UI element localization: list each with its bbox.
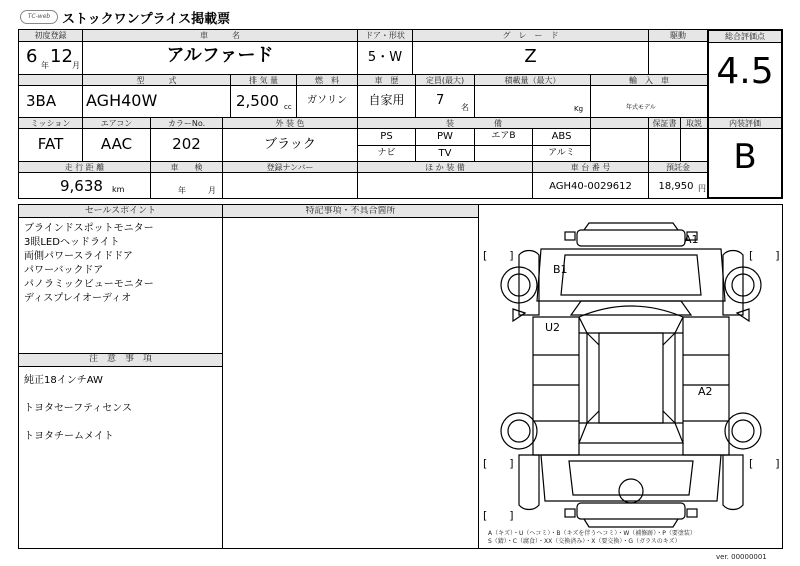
door-shape-value: 5・W — [367, 50, 403, 65]
grade-label: グ レ ー ド — [502, 31, 559, 40]
list-item: 両側パワースライドドア — [24, 251, 133, 262]
load-label: 積載量（最大） — [504, 76, 561, 85]
displacement-label: 排 気 量 — [248, 76, 279, 85]
equip-pw: PW — [437, 131, 453, 142]
special-notes-label: 特記事項・不具合箇所 — [305, 206, 396, 216]
aircon-label: エアコン — [100, 119, 133, 128]
list-item: パワーバックドア — [24, 265, 104, 276]
bracket-marker: [ ] — [749, 249, 780, 262]
bracket-marker: [ ] — [483, 249, 514, 262]
sales-points-list — [24, 222, 154, 306]
door-shape-label: ドア・形状 — [365, 31, 405, 40]
model-label: 型 式 — [136, 76, 177, 85]
fuel-label: 燃 料 — [315, 76, 339, 85]
mission-label: ミッション — [30, 119, 71, 128]
deposit-label: 預託金 — [666, 163, 690, 172]
list-item — [24, 418, 132, 430]
first-reg-month: 12 — [50, 46, 73, 67]
reg-number-label: 登録ナンバー — [266, 163, 314, 172]
cautions-list — [24, 374, 132, 446]
list-item: 純正18インチAW — [24, 375, 103, 386]
manual-label: 取説 — [686, 119, 702, 128]
ext-color-label: 外 装 色 — [275, 119, 305, 128]
mileage-label: 走 行 距 離 — [64, 163, 105, 172]
list-item — [24, 390, 132, 402]
mark-a2: A2 — [698, 385, 713, 398]
mark-b1: B1 — [553, 263, 568, 276]
mileage-value: 9,638 — [60, 177, 103, 195]
cautions-label: 注 意 事 項 — [88, 354, 152, 364]
car-name-value: アルファード — [166, 45, 274, 66]
color-no-label: カラーNo. — [167, 119, 206, 128]
list-item: ブラインドスポットモニター — [24, 223, 154, 234]
history-label: 車 歴 — [374, 76, 399, 85]
fuel-value: ガソリン — [307, 95, 347, 106]
sales-points-label: セールスポイント — [84, 206, 157, 216]
mileage-unit: km — [112, 185, 125, 194]
warranty-label: 保証書 — [652, 119, 677, 128]
month-unit: 月 — [72, 61, 80, 70]
capacity-label: 定員(最大) — [425, 76, 465, 85]
displacement-unit: cc — [284, 103, 292, 111]
chassis-no-label: 車 台 番 号 — [570, 163, 611, 172]
mission-value: FAT — [37, 135, 64, 153]
model-code: AGH40W — [86, 91, 158, 110]
import-label: 輸 入 車 — [629, 76, 669, 85]
list-item: ディスプレイオーディオ — [24, 293, 132, 304]
legend — [488, 530, 696, 546]
list-item: パノラミックビューモニター — [24, 279, 154, 290]
model-prefix: 3BA — [26, 92, 57, 110]
inspection-month-unit: 月 — [208, 186, 216, 195]
page-title: ストックワンプライス掲載票 — [62, 12, 231, 27]
history-value: 自家用 — [368, 93, 405, 107]
displacement-value: 2,500 — [236, 92, 279, 110]
inspection-label: 車 検 — [170, 163, 203, 172]
first-reg-label: 初度登録 — [34, 31, 67, 40]
aircon-value: AAC — [100, 135, 133, 153]
bracket-marker: [ ] — [483, 509, 514, 522]
list-item: トヨタセーフティセンス — [24, 403, 132, 414]
equip-tv: TV — [438, 148, 452, 159]
version-label: ver. 00000001 — [716, 553, 767, 561]
vehicle-diagram — [479, 205, 782, 548]
other-equipment-label: ほ か 装 備 — [425, 163, 465, 172]
color-no-value: 202 — [172, 135, 201, 153]
overall-score-label: 総合評価点 — [725, 32, 765, 41]
equip-navi: ナビ — [377, 148, 396, 158]
mark-u2: U2 — [545, 321, 561, 334]
year-unit: 年 — [41, 61, 49, 70]
drive-label: 駆動 — [670, 31, 686, 40]
legend-line: S（錆）・C（腐食）・XX（交換済み）・X（要交換）・G（ガラスのキズ） — [488, 538, 681, 545]
first-reg-year: 6 — [26, 46, 38, 67]
chassis-no-value: AGH40-0029612 — [549, 181, 632, 192]
interior-score-value: B — [733, 137, 757, 177]
deposit-unit: 円 — [698, 184, 706, 193]
equipment-label: 装 備 — [446, 119, 502, 128]
interior-score-label: 内装評価 — [729, 119, 761, 128]
bracket-marker: [ ] — [483, 457, 514, 470]
equip-airbag: エアB — [491, 131, 516, 141]
grade-value: Z — [524, 46, 537, 67]
import-unit: 年式モデル — [626, 104, 656, 111]
inspection-year-unit: 年 — [178, 186, 186, 195]
car-name-label: 車 名 — [200, 31, 240, 40]
ext-color-value: ブラック — [264, 137, 316, 152]
list-item: 3眼LEDヘッドライト — [24, 237, 120, 248]
equip-abs: ABS — [551, 131, 572, 142]
mark-a1: A1 — [684, 233, 699, 246]
logo: TC-web — [20, 10, 58, 24]
list-item: トヨタチームメイト — [24, 431, 114, 442]
capacity-value: 7 — [436, 93, 445, 108]
equip-ps: PS — [380, 131, 393, 142]
load-unit: Kg — [574, 105, 584, 113]
legend-line: A（キズ）・U（ヘコミ）・B（キズを伴うヘコミ）・W（補修跡）・P（要塗装） — [488, 530, 696, 537]
equip-alumi: アルミ — [548, 148, 575, 158]
overall-score-value: 4.5 — [716, 51, 774, 92]
bracket-marker: [ ] — [749, 457, 780, 470]
deposit-value: 18,950 — [658, 181, 694, 192]
capacity-unit: 名 — [461, 103, 469, 112]
